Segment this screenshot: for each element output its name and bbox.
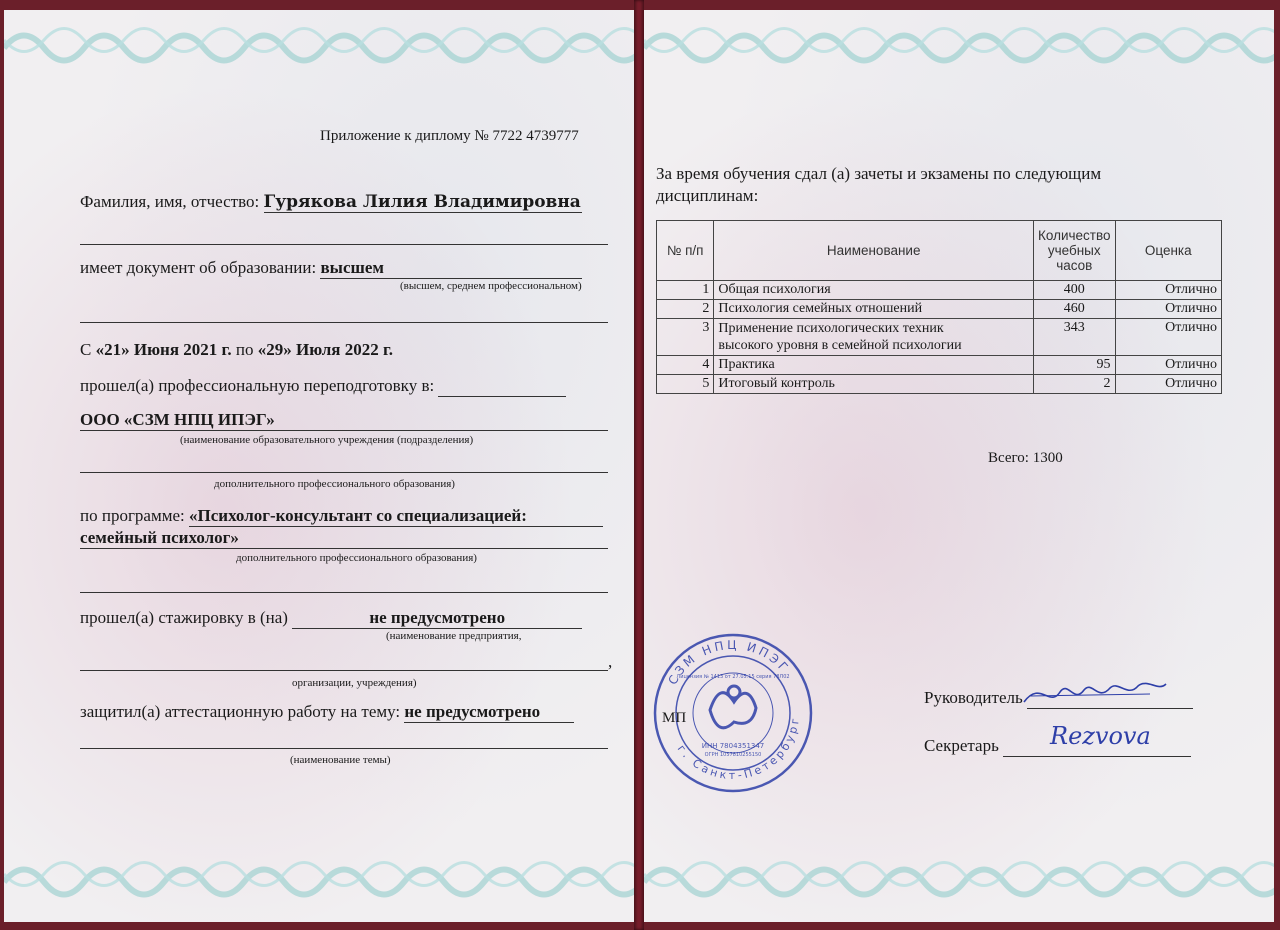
stamp-ring-top: СЗМ НПЦ ИПЭГ [665,637,793,688]
intro-line-2: дисциплинам: [656,186,759,205]
edu-label: имеет документ об образовании: [80,258,317,277]
program-value-1: «Психолог-консультант со специализацией: [189,506,603,527]
header-number: № п/п [657,221,714,281]
stamp-ring-bottom: г. Санкт-Петербург [674,714,803,783]
edu-row [80,258,582,279]
row-hours: 95 [1034,356,1116,375]
row-hours: 400 [1034,281,1116,300]
row-name: Общая психология [714,281,1034,300]
thesis-value: не предусмотрено [404,702,574,723]
row-name: Практика [714,356,1034,375]
book-spine [634,0,644,930]
row-number: 2 [657,300,714,319]
diploma-header: Приложение к диплому № 7722 4739777 [320,128,579,144]
blank-line [80,748,608,749]
row-grade: Отлично [1115,281,1222,300]
table-row [657,375,1222,394]
row-number: 1 [657,281,714,300]
header-grade: Оценка [1115,221,1222,281]
head-label: Руководитель [924,688,1023,707]
row-name: Итоговый контроль [714,375,1034,394]
institution-value: ООО «СЗМ НПЦ ИПЭГ» [80,410,608,431]
period-mid: по [235,340,254,359]
thesis-label: защитил(а) аттестационную работу на тему: [80,702,401,721]
dpo-hint-1: дополнительного профессионального образования) [214,478,455,490]
fio-label: Фамилия, имя, отчество: [80,192,260,211]
row-name: Психология семейных отношений [714,300,1034,319]
secretary-signature: Rezvova [1050,722,1151,750]
guilloche-band-bottom [644,852,1274,912]
guilloche-band-top [644,18,1274,78]
org-comma: , [608,652,613,671]
stamp-inn: ИНН 7804351347 [701,742,765,750]
program-row [80,506,603,527]
guilloche-band-top [4,18,634,78]
program-label: по программе: [80,506,185,525]
table-row [657,300,1222,319]
head-signature [1020,674,1170,714]
table-row [657,356,1222,375]
disciplines-table [656,220,1222,394]
row-hours: 2 [1034,375,1116,394]
header-hours: Количество учебных часов [1034,221,1116,281]
internship-label: прошел(а) стажировку в (на) [80,608,288,627]
row-hours: 460 [1034,300,1116,319]
internship-row [80,608,582,629]
fio-value: Гурякова Лилия Владимировна [263,192,581,212]
thesis-hint: (наименование темы) [290,754,391,766]
intro-line-1: За время обучения сдал (а) зачеты и экзамены по следующим [656,164,1102,183]
institution-hint: (наименование образовательного учреждения (подразделения) [180,434,474,446]
guilloche-band-bottom [4,852,634,912]
right-page [644,10,1274,922]
blank-line [80,472,608,473]
fio-row [80,192,582,213]
row-grade: Отлично [1115,356,1222,375]
program-value-2: семейный психолог» [80,528,608,549]
retraining-row [80,376,566,397]
total-hours: Всего: 1300 [988,450,1063,466]
internship-value: не предусмотрено [292,608,582,629]
period-end: «29» Июля 2022 г. [257,340,394,359]
row-hours: 343 [1034,319,1116,356]
retraining-label: прошел(а) профессиональную переподготовку в: [80,376,435,395]
secretary-label: Секретарь [924,736,999,755]
edu-value: высшем [320,258,582,279]
table-row [657,281,1222,300]
period-start: «21» Июня 2021 г. [95,340,232,359]
row-number: 4 [657,356,714,375]
blank-line [80,244,608,245]
org-hint: организации, учреждения) [292,677,417,689]
dpo-hint-2: дополнительного профессионального образования) [236,552,477,564]
internship-hint: (наименование предприятия, [386,630,522,642]
header-name: Наименование [714,221,1034,281]
row-grade: Отлично [1115,319,1222,356]
thesis-row [80,702,574,723]
blank-line [80,322,608,323]
mp-label: МП [662,710,687,726]
table-row [657,319,1222,356]
edu-hint: (высшем, среднем профессиональном) [400,280,582,292]
stamp-ogrn: ОГРН 1057810255150 [704,752,762,758]
period-row [80,340,393,360]
blank-line [80,592,608,593]
period-prefix: С [80,340,92,359]
row-number: 3 [657,319,714,356]
blank-line [80,670,608,671]
row-grade: Отлично [1115,300,1222,319]
left-page [4,10,634,922]
row-number: 5 [657,375,714,394]
row-grade: Отлично [1115,375,1222,394]
row-name-text: Применение психологических техник высокого уровня в семейной психологии [718,321,962,353]
stamp-lic: Лицензия № 1413 от 27.05.15 серия 78Л02 [676,674,790,680]
row-name [714,319,1034,356]
